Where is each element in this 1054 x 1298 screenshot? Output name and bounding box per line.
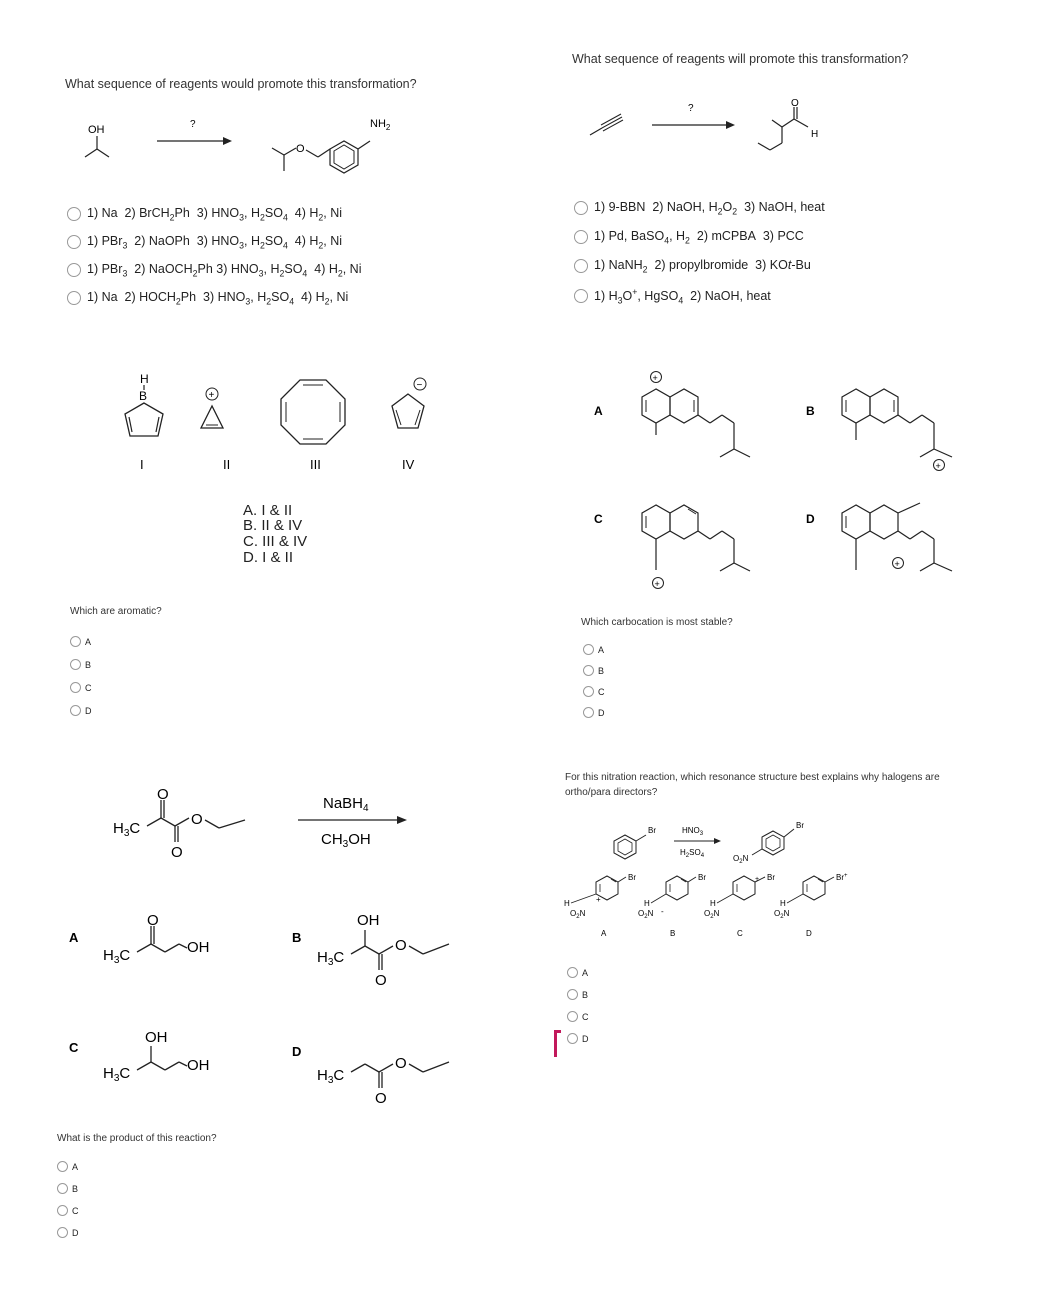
q1-product-nh2: $NH_2$ [370,118,391,132]
svg-text:+: + [755,876,760,883]
q1-option-b-label: 1) PBr$_3$ 2) NaOPh 3) $HNO_3$, $H_2SO_4$ 4) $H_2$, Ni [87,234,343,251]
q5-c-oh2: OH [187,1057,210,1074]
q4-title: Which carbocation is most stable? [581,617,733,628]
q6-radio-a[interactable] [567,967,578,978]
q1-option-a-label: 1) Na 2) BrCH$_2$Ph 3) $HNO_3$, $H_2SO_4$ 4) $H_2$, Ni [87,206,342,223]
q4-option-d[interactable] [583,707,605,718]
q5-option-c[interactable] [57,1205,79,1216]
q3-roman-ii: II [223,457,231,472]
q3-title: Which are aromatic? [70,606,162,617]
q5-radio-c[interactable] [57,1205,68,1216]
q3-option-b-label: B [85,659,92,670]
q6-option-d-label: D [582,1033,589,1044]
q2-radio-d[interactable] [574,289,588,303]
q5-option-a[interactable] [57,1161,78,1172]
q5-a-oh: OH [187,939,210,956]
q5-option-b-label: B [72,1183,79,1194]
q3-roman-iii: III [310,457,321,472]
q6-reagent-bottom: $H_2SO_4$ [680,848,705,859]
svg-text:+: + [208,390,215,401]
svg-text:+: + [894,559,900,569]
svg-text:+: + [652,373,658,383]
svg-text:O: O [375,972,387,989]
q6-radio-c[interactable] [567,1011,578,1022]
q1-option-d-label: 1) Na 2) $HOCH_2Ph$ 3) $HNO_3$, $H_2SO_4$ 4) $H_2$, Ni [87,290,349,307]
q5-label-b: B [292,930,302,945]
q6-option-c-label: C [582,1011,589,1022]
svg-text:H3C: $H_3C$ [103,947,131,966]
q1-radio-c[interactable] [67,263,81,277]
svg-text:O: O [375,1090,387,1107]
q3-option-a[interactable] [70,636,91,647]
svg-text:H3C: $H_3C$ [317,949,345,968]
q4-option-a[interactable] [583,644,604,655]
svg-text:+: + [935,461,941,471]
q6-a-h: H [564,899,570,908]
q3-radio-a[interactable] [70,636,81,647]
q4-option-b-label: B [598,665,605,676]
q1-radio-a[interactable] [67,207,81,221]
q6-product-o2n: $O_2N$ [733,854,749,865]
q3-option-b[interactable] [70,659,91,670]
q4-option-b[interactable] [583,665,604,676]
q5-structures [55,780,485,1110]
q1-radio-b[interactable] [67,235,81,249]
svg-text:O: O [791,98,799,109]
q5-b-oh: OH [357,912,380,929]
q2-option-a[interactable] [574,200,825,217]
q6-c-h: H [710,899,716,908]
q3-option-c-label: C [85,682,92,693]
q2-reaction-scheme [580,95,880,170]
q5-reagent-bottom: $CH_3OH$ [321,831,371,850]
selection-indicator-tick [554,1030,561,1033]
q6-option-a-label: A [582,967,589,978]
q4-structures [580,365,980,595]
q6-option-b[interactable] [567,989,588,1000]
q4-radio-b[interactable] [583,665,594,676]
q4-label-b: B [806,404,815,418]
q6-radio-b[interactable] [567,989,578,1000]
q6-b-br: Br [698,873,706,882]
q6-b-h: H [644,899,650,908]
q3-choice-d: D. I & II [243,549,294,566]
q1-option-d[interactable] [67,290,348,307]
q1-title: What sequence of reagents would promote this transformation? [65,77,417,91]
svg-text:O: O [395,937,407,954]
q6-radio-d[interactable] [567,1033,578,1044]
q6-a-br: Br [628,873,636,882]
q6-reaction [560,815,830,870]
svg-text:O: O [171,844,183,861]
q3-roman-iv: IV [402,457,415,472]
q1-option-c-label: 1) PBr$_3$ 2) NaOCH$_2$Ph 3) $HNO_3$, $H_2SO_4$ 4) $H_2$, Ni [87,262,362,279]
q1-reaction-scheme [60,105,460,185]
q3-radio-d[interactable] [70,705,81,716]
q3-option-d-label: D [85,705,92,716]
selection-indicator-bar [554,1030,557,1057]
q5-radio-b[interactable] [57,1183,68,1194]
q5-option-d-label: D [72,1227,79,1238]
q4-radio-d[interactable] [583,707,594,718]
q5-label-a: A [69,930,79,945]
q2-option-c-label: 1) NaNH$_2$ 2) propylbromide 3) KOt-Bu [594,258,811,275]
q3-structures [100,370,450,480]
q2-radio-b[interactable] [574,230,588,244]
q6-d-h: H [780,899,786,908]
q2-option-b[interactable] [574,229,804,246]
q6-c-o2n: $O_2N$ [704,909,720,920]
q2-title: What sequence of reagents will promote this transformation? [572,52,909,66]
q4-option-a-label: A [598,644,605,655]
svg-text:+: + [654,579,660,589]
q4-option-d-label: D [598,707,605,718]
q2-product-h: H [811,129,819,140]
q6-c-br: Br [767,873,775,882]
q5-title: What is the product of this reaction? [57,1133,217,1144]
q5-reactant-h3c: $H_3C$ [113,820,141,839]
q6-a-o2n: $O_2N$ [570,909,586,920]
q3-radio-b[interactable] [70,659,81,670]
q5-reagent-top: NaBH$_4$ [323,795,369,814]
q6-title: For this nitration reaction, which resonance structure best explains why halogens are ortho/para directors? [565,772,940,798]
q1-option-a[interactable] [67,206,342,223]
q6-option-b-label: B [582,989,589,1000]
svg-text:O: O [157,786,169,803]
q3-choice-a: A. I & II [243,502,293,519]
q6-label-a: A [601,929,607,938]
q3-radio-c[interactable] [70,682,81,693]
q6-option-a[interactable] [567,967,588,978]
q1-option-c[interactable] [67,262,361,279]
q4-label-c: C [594,512,603,526]
q6-resonance-structures [560,868,860,943]
q3-option-d[interactable] [70,705,92,716]
q6-option-d[interactable] [567,1033,589,1044]
q2-option-c[interactable] [574,258,811,275]
q5-option-d[interactable] [57,1227,79,1238]
q3-b-label: B [139,389,148,403]
q6-label-b: B [670,929,676,938]
svg-text:+: + [596,895,601,904]
q2-radio-a[interactable] [574,201,588,215]
q2-radio-c[interactable] [574,259,588,273]
q6-reactant-br: Br [648,826,656,835]
q5-label-c: C [69,1040,79,1055]
q5-option-c-label: C [72,1205,79,1216]
q3-choice-c: C. III & IV [243,533,308,550]
q6-reagent-top: $HNO_3$ [682,826,704,837]
q3-option-c[interactable] [70,682,92,693]
svg-text:O: O [147,912,159,929]
q1-option-b[interactable] [67,234,342,251]
q5-radio-a[interactable] [57,1161,68,1172]
q3-roman-i: I [140,457,144,472]
q3-choice-b: B. II & IV [243,517,303,534]
svg-text:O: O [296,143,305,155]
svg-text:H3C: $H_3C$ [103,1065,131,1084]
svg-text:O: O [191,811,203,828]
q4-option-c-label: C [598,686,605,697]
q6-option-c[interactable] [567,1011,589,1022]
q5-option-a-label: A [72,1161,79,1172]
q6-product-br: Br [796,821,804,830]
q2-option-b-label: 1) Pd, BaSO$_4$, $H_2$ 2) mCPBA 3) PCC [594,229,804,246]
svg-text:H3C: $H_3C$ [317,1067,345,1086]
q4-label-d: D [806,512,815,526]
q6-d-o2n: $O_2N$ [774,909,790,920]
svg-text:O: O [395,1055,407,1072]
q1-radio-d[interactable] [67,291,81,305]
q1-reactant-oh: OH [88,124,105,136]
q2-option-d[interactable] [574,287,771,306]
q5-c-oh1: OH [145,1029,168,1046]
q2-option-a-label: 1) 9-BBN 2) NaOH, $H_2O_2$ 3) NaOH, heat [594,200,825,217]
q3-option-a-label: A [85,636,92,647]
q2-option-d-label: 1) $H_3O^+$, HgSO$_4$ 2) NaOH, heat [594,287,771,306]
q4-radio-a[interactable] [583,644,594,655]
q6-label-d: D [806,929,812,938]
q5-option-b[interactable] [57,1183,78,1194]
q1-question-mark: ? [190,119,196,130]
q6-label-c: C [737,929,743,938]
q4-option-c[interactable] [583,686,605,697]
q5-label-d: D [292,1044,302,1059]
q5-radio-d[interactable] [57,1227,68,1238]
q6-d-br: Br+ [836,873,848,882]
q2-question-mark: ? [688,103,694,114]
q4-label-a: A [594,404,603,418]
q4-radio-c[interactable] [583,686,594,697]
svg-text:-: - [661,907,664,916]
q3-h-label: H [140,372,149,386]
svg-text:−: − [416,380,423,391]
q6-b-o2n: $O_2N$ [638,909,654,920]
